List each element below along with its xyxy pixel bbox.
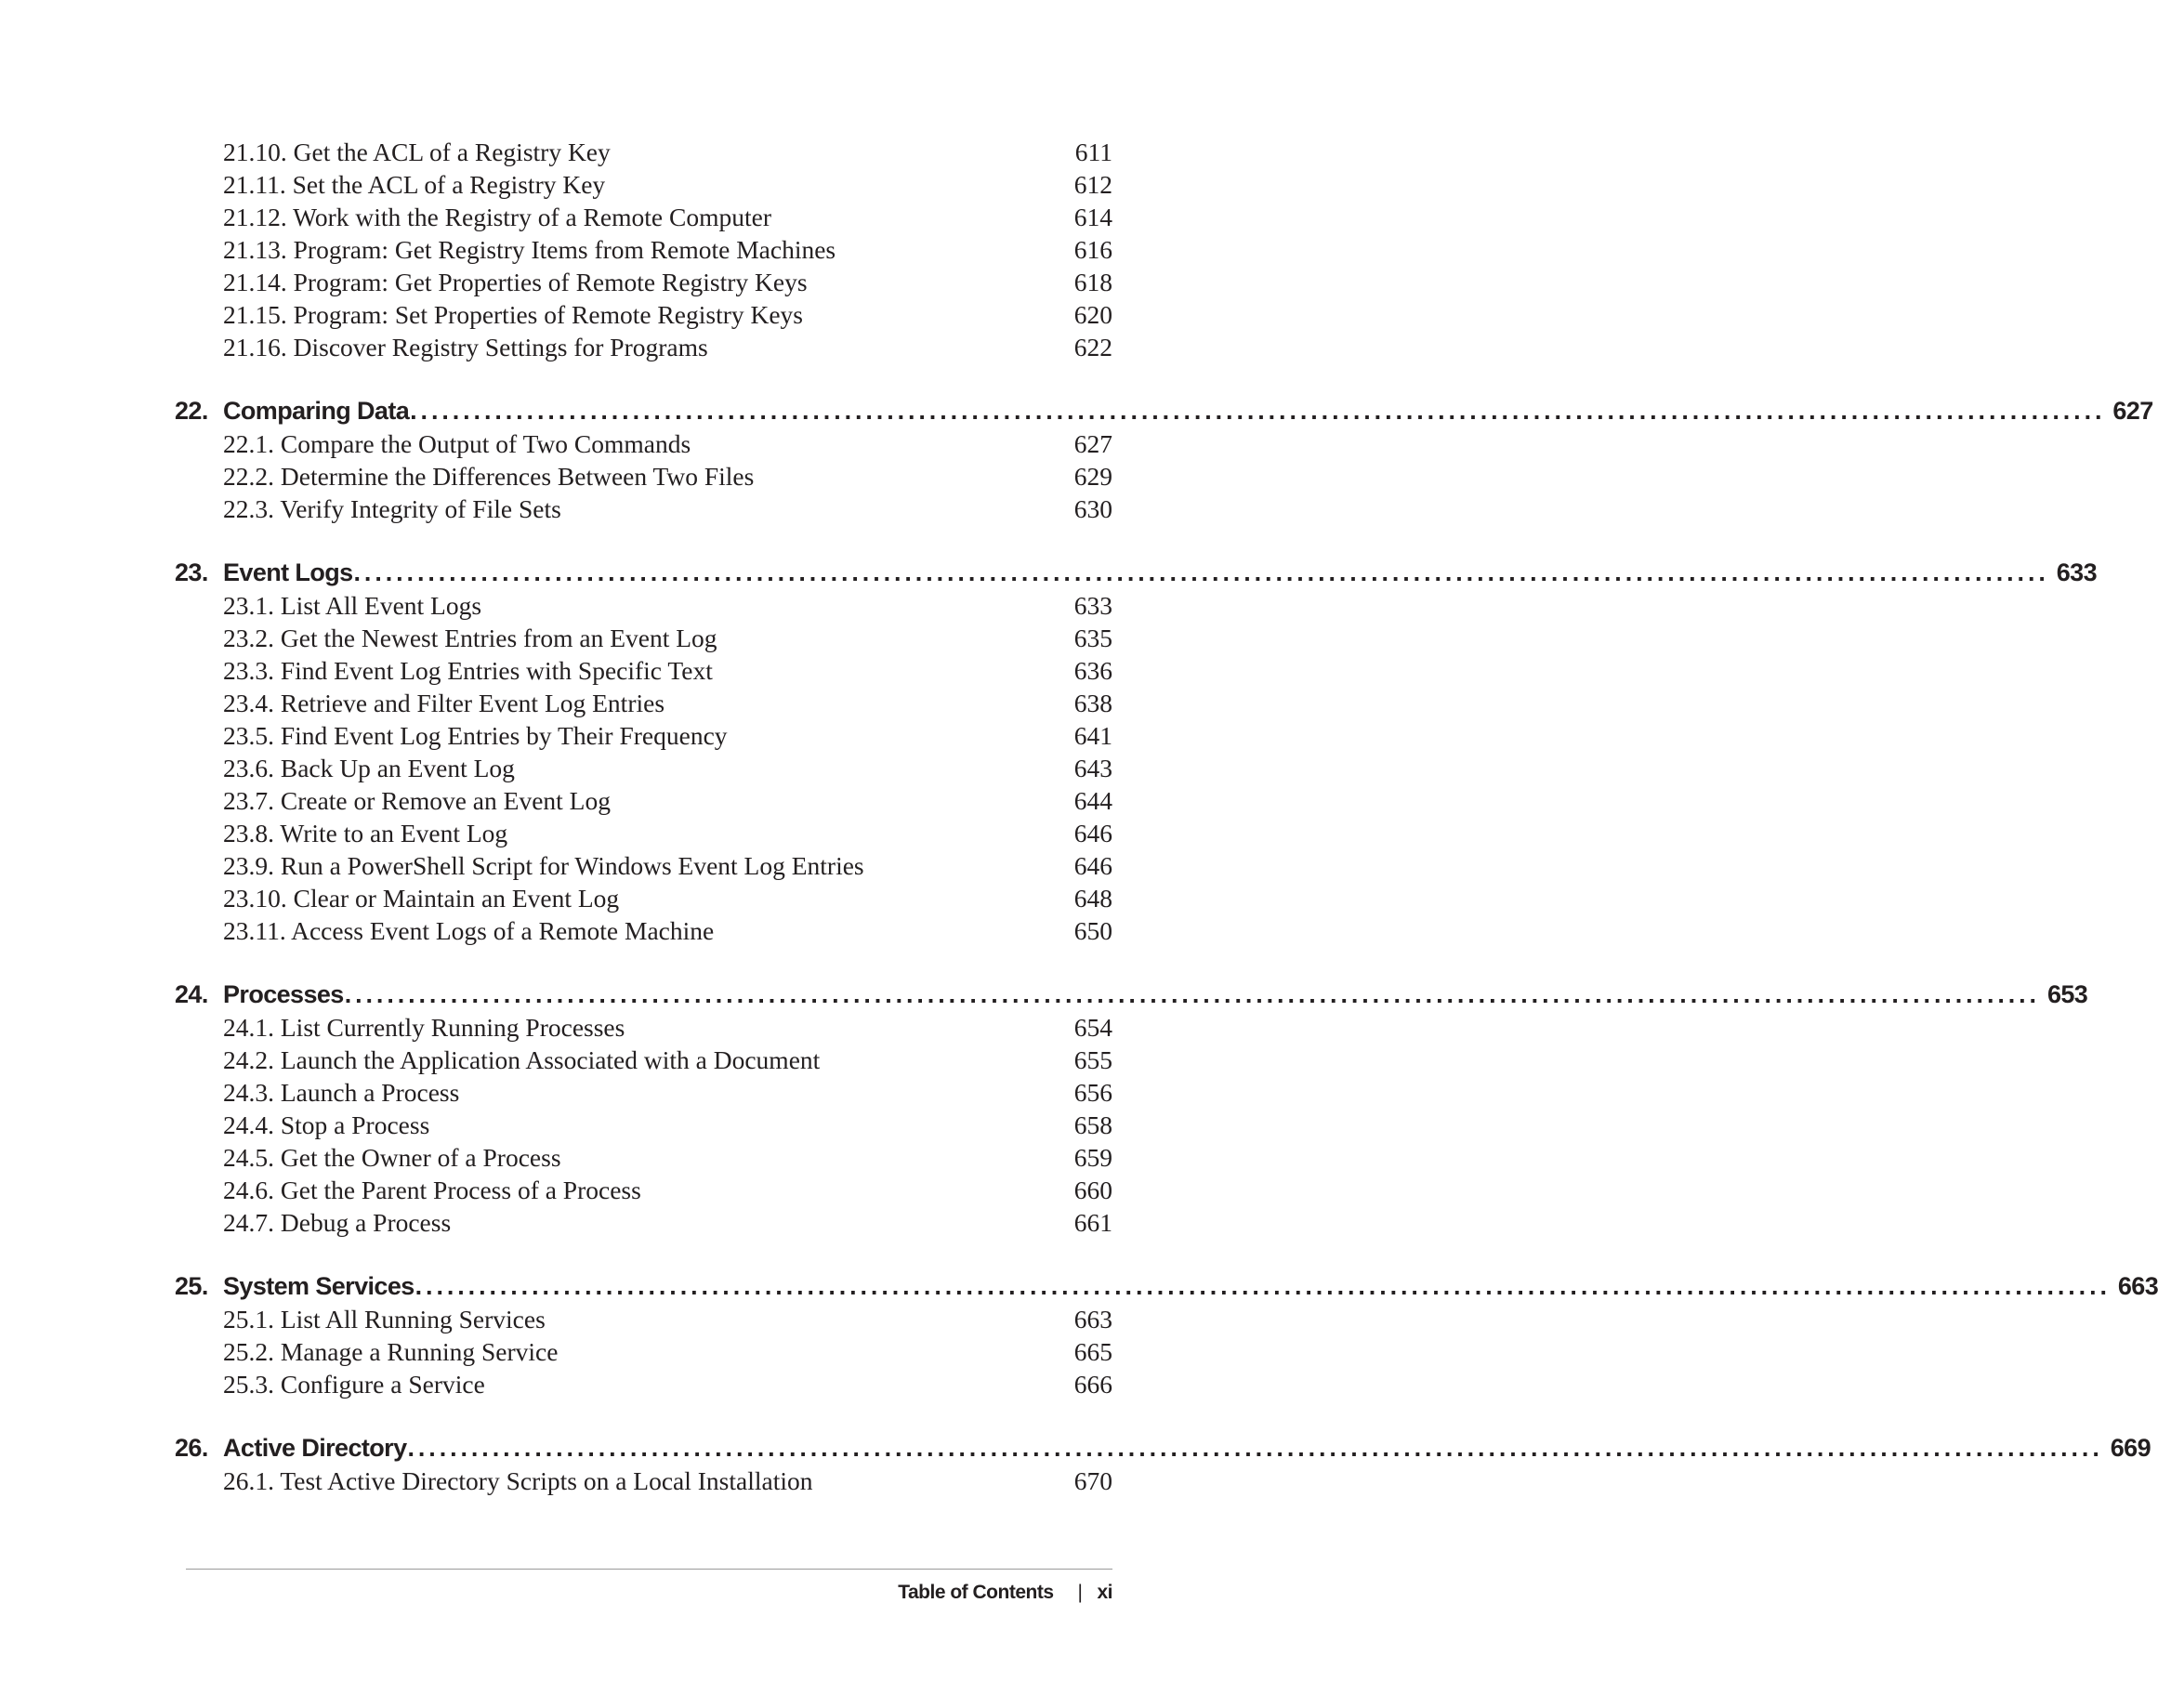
entry-page-number: 611	[1074, 138, 1112, 166]
entry-title: 23.9. Run a PowerShell Script for Windows Event Log Entries	[223, 851, 864, 880]
entry-title: 21.15. Program: Set Properties of Remote Registry Keys	[223, 300, 804, 329]
entry-page-number: 656	[1073, 1078, 1112, 1107]
toc-entry[interactable]	[175, 882, 1112, 914]
entry-title: 25.1. List All Running Services	[223, 1305, 546, 1334]
toc-chapter[interactable]	[175, 394, 2153, 427]
entry-page-number: 658	[1073, 1110, 1112, 1139]
entry-page-number: 655	[1073, 1045, 1112, 1074]
chapter-number: 22.	[175, 397, 208, 425]
dot-leader: ................................................................................................................................................................	[407, 1434, 2103, 1462]
footer-separator: |	[1077, 1582, 1083, 1603]
entry-page-number: 627	[1073, 429, 1112, 458]
footer-section-title: Table of Contents	[898, 1582, 1054, 1603]
entry-title: 23.7. Create or Remove an Event Log	[223, 786, 611, 815]
entry-page-number: 670	[1073, 1466, 1112, 1495]
entry-title: 21.10. Get the ACL of a Registry Key	[223, 138, 611, 166]
toc-chapter[interactable]	[175, 556, 2098, 589]
entry-page-number: 641	[1073, 721, 1112, 750]
chapter-title: Comparing Data	[223, 397, 410, 425]
entry-page-number: 660	[1073, 1176, 1112, 1204]
chapter-page-number: 653	[2046, 980, 2088, 1008]
chapter-page-number: 663	[2117, 1272, 2158, 1300]
entry-page-number: 616	[1073, 235, 1112, 264]
dot-leader: ................................................................................................................................................................	[410, 397, 2106, 425]
entry-title: 23.8. Write to an Event Log	[223, 819, 508, 847]
entry-page-number: 629	[1073, 462, 1112, 491]
entry-page-number: 646	[1073, 851, 1112, 880]
entry-page-number: 618	[1073, 268, 1112, 296]
toc-entry[interactable]	[175, 752, 1112, 784]
entry-page-number: 654	[1073, 1013, 1112, 1042]
chapter-title: Event Logs	[223, 558, 353, 586]
toc-entry[interactable]	[175, 298, 1112, 331]
entry-title: 23.4. Retrieve and Filter Event Log Entries	[223, 689, 665, 717]
toc-entry[interactable]	[175, 849, 1112, 882]
entry-title: 22.1. Compare the Output of Two Commands	[223, 429, 691, 458]
toc-entry[interactable]	[175, 589, 1112, 622]
entry-page-number: 620	[1073, 300, 1112, 329]
chapter-number: 23.	[175, 558, 208, 586]
entry-page-number: 630	[1073, 494, 1112, 523]
entry-page-number: 648	[1073, 884, 1112, 913]
footer-page-number: xi	[1097, 1582, 1112, 1603]
chapter-page-number: 627	[2112, 397, 2153, 425]
toc-entry[interactable]	[175, 1335, 1112, 1368]
toc-entry[interactable]	[175, 1303, 1112, 1335]
entry-page-number: 643	[1073, 754, 1112, 782]
toc-entry[interactable]	[175, 1076, 1112, 1109]
entry-title: 23.6. Back Up an Event Log	[223, 754, 515, 782]
toc-entry[interactable]	[175, 427, 1112, 460]
entry-title: 23.5. Find Event Log Entries by Their Frequency	[223, 721, 728, 750]
toc-entry[interactable]	[175, 622, 1112, 654]
entry-page-number: 650	[1073, 916, 1112, 945]
entry-title: 23.1. List All Event Logs	[223, 591, 482, 620]
toc-entry[interactable]	[175, 168, 1112, 201]
dot-leader: ................................................................................................................................................................	[414, 1272, 2111, 1300]
toc-chapter[interactable]	[175, 978, 2088, 1011]
toc-entry[interactable]	[175, 493, 1112, 525]
entry-title: 24.2. Launch the Application Associated with a Document	[223, 1045, 821, 1074]
footer-divider	[186, 1569, 1112, 1570]
entry-title: 22.3. Verify Integrity of File Sets	[223, 494, 561, 523]
entry-title: 23.10. Clear or Maintain an Event Log	[223, 884, 620, 913]
toc-entry[interactable]	[175, 817, 1112, 849]
entry-page-number: 665	[1073, 1337, 1112, 1366]
entry-title: 25.3. Configure a Service	[223, 1370, 485, 1399]
entry-page-number: 661	[1073, 1208, 1112, 1237]
toc-entry[interactable]	[175, 460, 1112, 493]
toc-entry[interactable]	[175, 136, 1112, 168]
entry-title: 23.11. Access Event Logs of a Remote Machine	[223, 916, 715, 945]
chapter-title: Processes	[223, 980, 344, 1008]
toc-entry[interactable]	[175, 201, 1112, 233]
toc-entry[interactable]	[175, 1044, 1112, 1076]
entry-page-number: 635	[1073, 624, 1112, 652]
toc-entry[interactable]	[175, 266, 1112, 298]
chapter-page-number: 669	[2110, 1434, 2151, 1462]
entry-title: 24.3. Launch a Process	[223, 1078, 460, 1107]
chapter-number: 25.	[175, 1272, 208, 1300]
entry-title: 25.2. Manage a Running Service	[223, 1337, 559, 1366]
entry-title: 21.13. Program: Get Registry Items from Remote Machines	[223, 235, 836, 264]
entry-title: 23.2. Get the Newest Entries from an Event Log	[223, 624, 717, 652]
entry-title: 24.7. Debug a Process	[223, 1208, 452, 1237]
entry-title: 24.5. Get the Owner of a Process	[223, 1143, 561, 1172]
toc-chapter[interactable]	[175, 1269, 2158, 1303]
chapter-title: System Services	[223, 1272, 414, 1300]
entry-page-number: 612	[1073, 170, 1112, 199]
dot-leader: ................................................................................................................................................................	[353, 558, 2049, 586]
toc-entry[interactable]	[175, 1206, 1112, 1239]
toc-entry[interactable]	[175, 687, 1112, 719]
chapter-page-number: 633	[2056, 558, 2098, 586]
toc-entry[interactable]	[175, 654, 1112, 687]
entry-page-number: 663	[1073, 1305, 1112, 1334]
entry-page-number: 659	[1073, 1143, 1112, 1172]
entry-page-number: 638	[1073, 689, 1112, 717]
entry-title: 22.2. Determine the Differences Between Two Files	[223, 462, 755, 491]
table-of-contents	[175, 136, 2158, 1497]
toc-entry[interactable]	[175, 1109, 1112, 1141]
toc-entry[interactable]	[175, 1141, 1112, 1174]
chapter-title: Active Directory	[223, 1434, 407, 1462]
entry-page-number: 622	[1073, 333, 1112, 361]
toc-entry[interactable]	[175, 1011, 1112, 1044]
entry-page-number: 646	[1073, 819, 1112, 847]
toc-entry[interactable]	[175, 1368, 1112, 1400]
entry-title: 24.1. List Currently Running Processes	[223, 1013, 625, 1042]
entry-title: 21.14. Program: Get Properties of Remote Registry Keys	[223, 268, 808, 296]
toc-entry[interactable]	[175, 1174, 1112, 1206]
toc-entry[interactable]	[175, 784, 1112, 817]
toc-entry[interactable]	[175, 719, 1112, 752]
entry-title: 24.4. Stop a Process	[223, 1110, 430, 1139]
entry-page-number: 636	[1073, 656, 1112, 685]
entry-title: 21.16. Discover Registry Settings for Programs	[223, 333, 708, 361]
toc-chapter[interactable]	[175, 1431, 2151, 1465]
page-footer	[898, 1582, 1112, 1604]
entry-title: 21.12. Work with the Registry of a Remote Computer	[223, 203, 771, 231]
chapter-number: 26.	[175, 1434, 208, 1462]
toc-entry[interactable]	[175, 914, 1112, 947]
toc-entry[interactable]	[175, 331, 1112, 363]
chapter-number: 24.	[175, 980, 208, 1008]
toc-entry[interactable]	[175, 1465, 1112, 1497]
entry-page-number: 633	[1073, 591, 1112, 620]
entry-page-number: 666	[1073, 1370, 1112, 1399]
entry-title: 23.3. Find Event Log Entries with Specific Text	[223, 656, 713, 685]
entry-title: 24.6. Get the Parent Process of a Process	[223, 1176, 641, 1204]
entry-page-number: 644	[1073, 786, 1112, 815]
entry-title: 21.11. Set the ACL of a Registry Key	[223, 170, 606, 199]
toc-entry[interactable]	[175, 233, 1112, 266]
entry-page-number: 614	[1073, 203, 1112, 231]
dot-leader: ................................................................................................................................................................	[344, 980, 2040, 1008]
entry-title: 26.1. Test Active Directory Scripts on a Local Installation	[223, 1466, 813, 1495]
